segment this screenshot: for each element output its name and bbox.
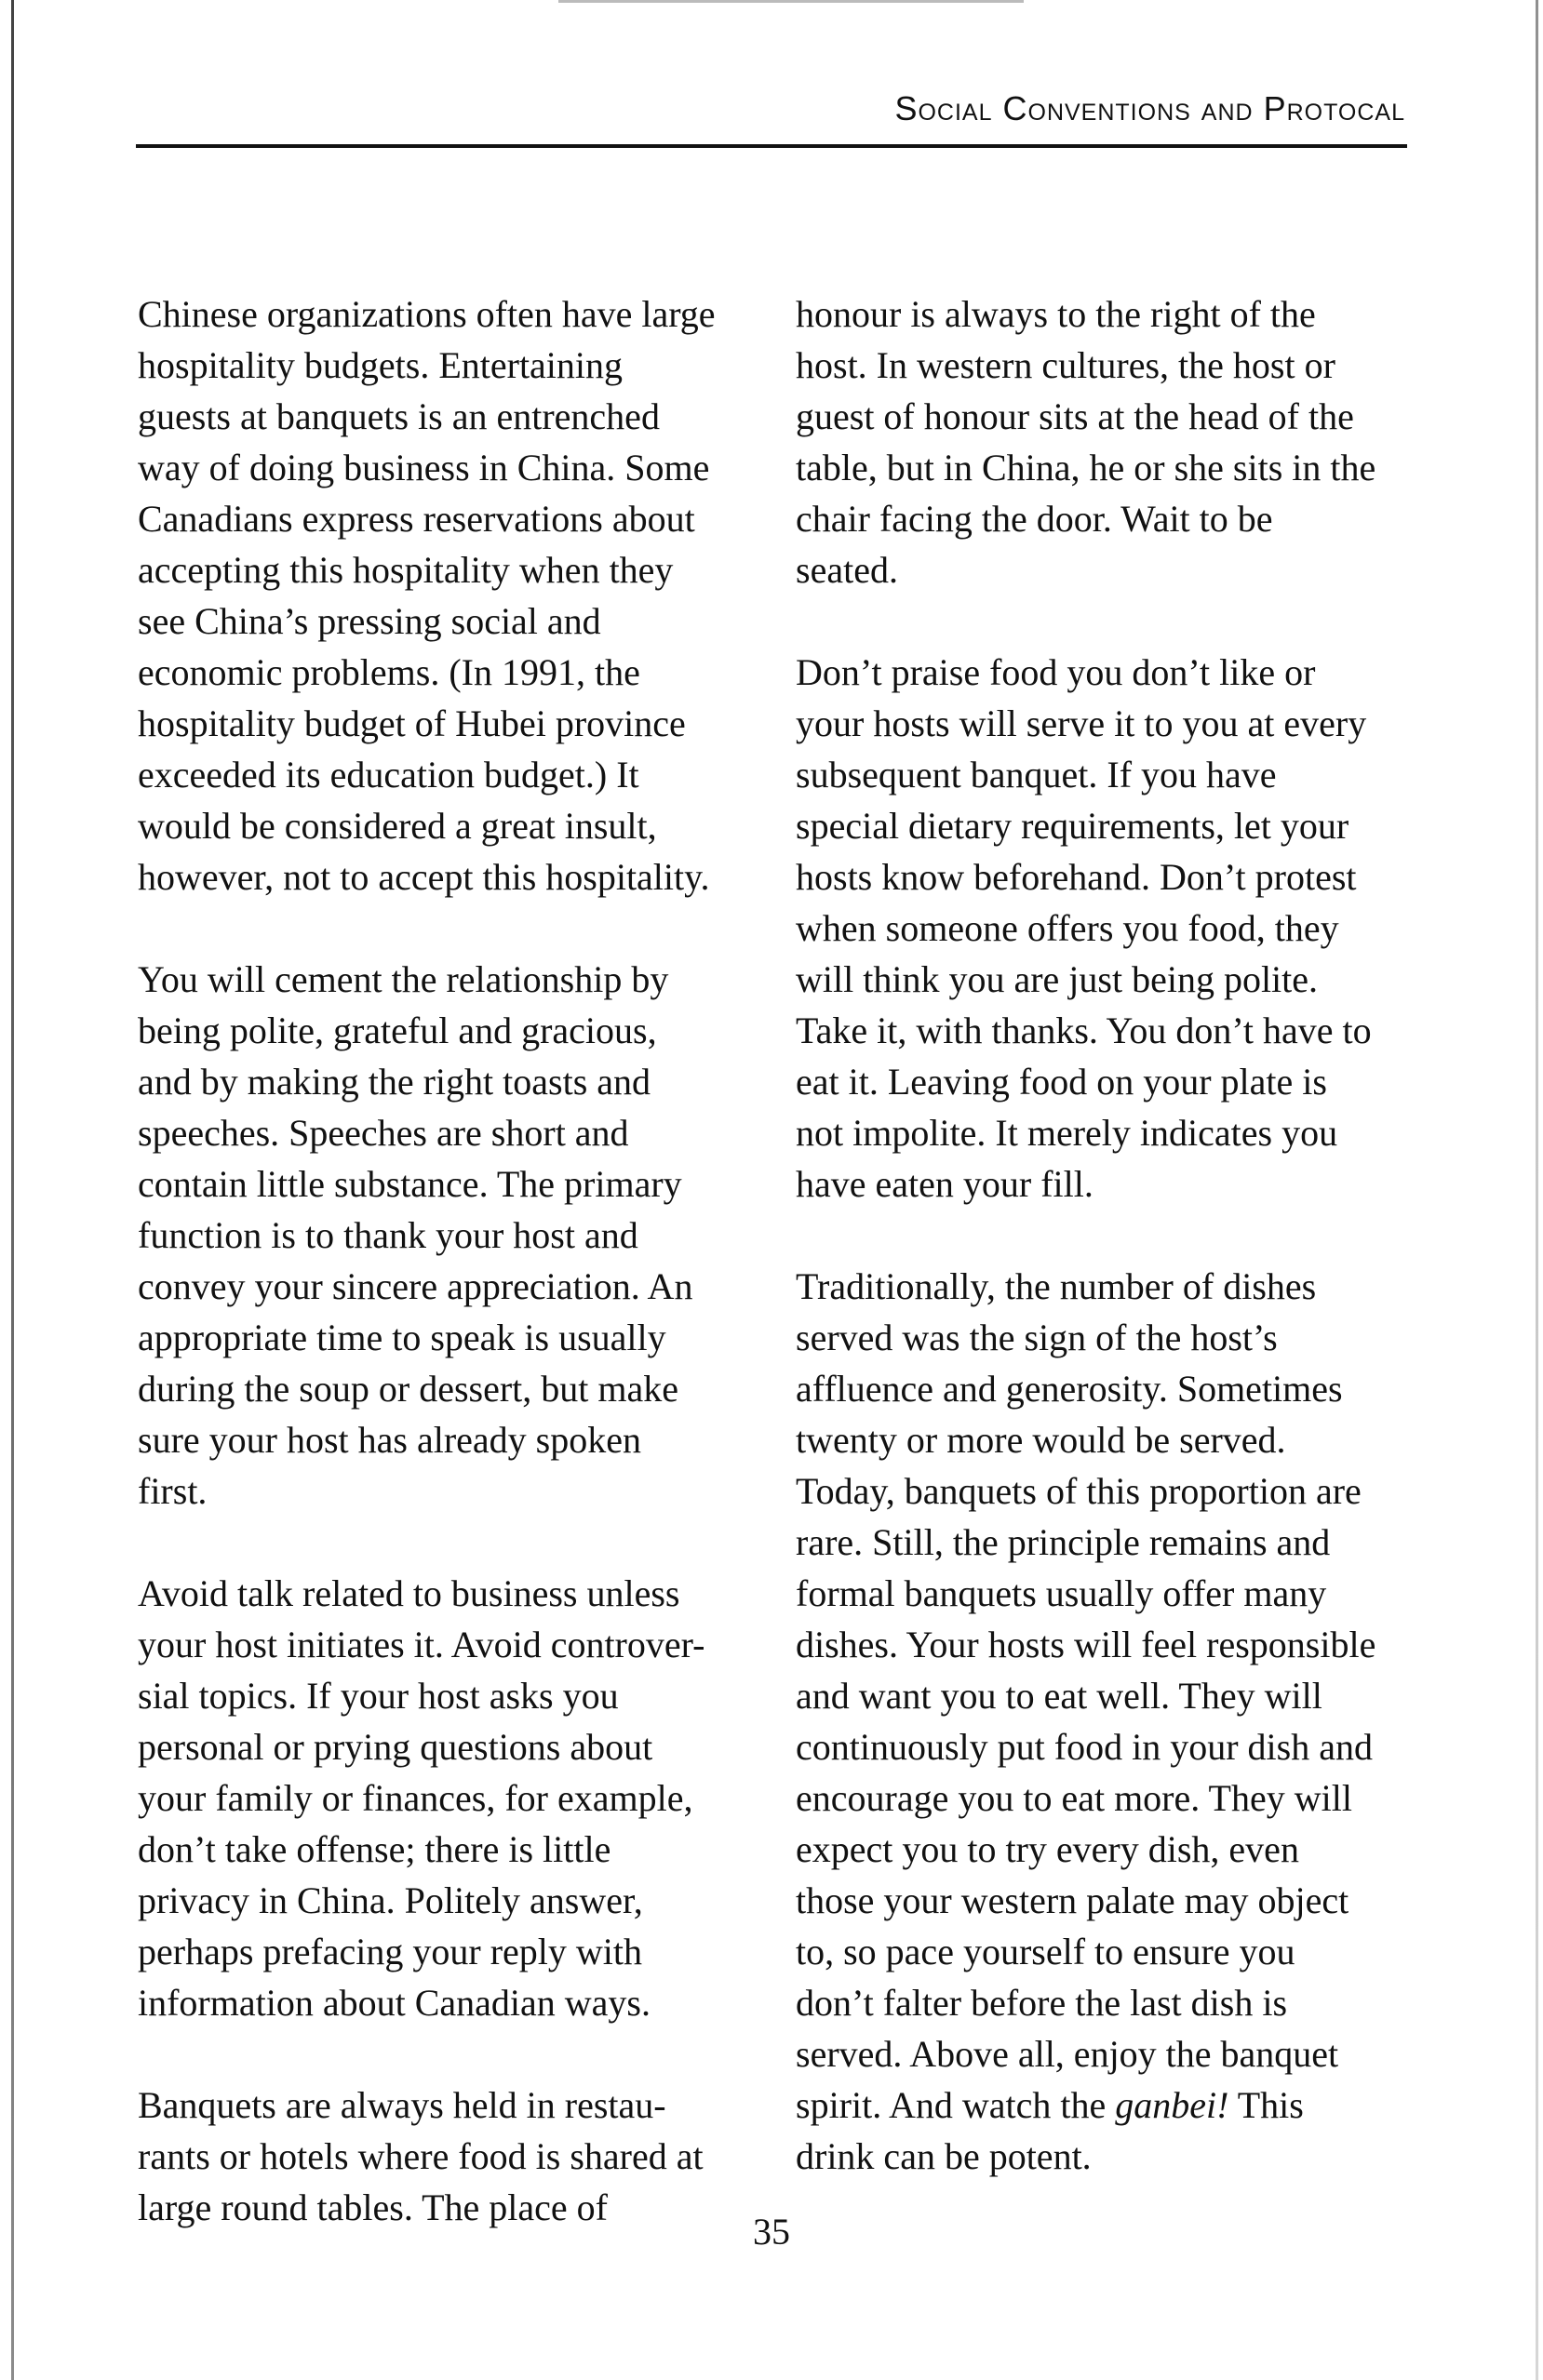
text-line: and by making the right toasts and bbox=[138, 1061, 651, 1103]
paragraph-cement-relationship bbox=[138, 954, 752, 1517]
text-line: don’t take offense; there is little bbox=[138, 1828, 611, 1870]
text-fragment: spirit. And watch the bbox=[796, 2084, 1116, 2126]
text-line: Today, banquets of this proportion are bbox=[796, 1470, 1362, 1512]
text-line: to, so pace yourself to ensure you bbox=[796, 1931, 1295, 1972]
text-line: your hosts will serve it to you at every bbox=[796, 702, 1367, 744]
text-line: speeches. Speeches are short and bbox=[138, 1112, 629, 1154]
text-line: when someone offers you food, they bbox=[796, 907, 1339, 949]
text-line: chair facing the door. Wait to be bbox=[796, 498, 1273, 540]
text-line: see China’s pressing social and bbox=[138, 600, 601, 642]
paragraph-avoid-business-talk bbox=[138, 1568, 752, 2028]
running-head: Social Conventions and Protocal bbox=[894, 89, 1405, 127]
text-line: will think you are just being polite. bbox=[796, 958, 1319, 1000]
text-line: Traditionally, the number of dishes bbox=[796, 1265, 1317, 1307]
text-line: continuously put food in your dish and bbox=[796, 1726, 1373, 1768]
text-line: rare. Still, the principle remains and bbox=[796, 1521, 1331, 1563]
text-line: information about Canadian ways. bbox=[138, 1982, 651, 2024]
text-line: don’t falter before the last dish is bbox=[796, 1982, 1288, 2024]
text-line: sure your host has already spoken bbox=[138, 1419, 641, 1461]
scan-edge-left bbox=[11, 0, 14, 2380]
text-line: encourage you to eat more. They will bbox=[796, 1777, 1352, 1819]
text-line: Don’t praise food you don’t like or bbox=[796, 651, 1316, 693]
text-line: during the soup or dessert, but make bbox=[138, 1368, 678, 1410]
text-line: Canadians express reservations about bbox=[138, 498, 695, 540]
text-line: exceeded its education budget.) It bbox=[138, 754, 639, 796]
text-line: hospitality budget of Hubei province bbox=[138, 702, 686, 744]
text-line: special dietary requirements, let your bbox=[796, 805, 1349, 847]
text-line: rants or hotels where food is shared at bbox=[138, 2135, 704, 2177]
text-line: Take it, with thanks. You don’t have to bbox=[796, 1009, 1372, 1051]
text-line: hosts know beforehand. Don’t protest bbox=[796, 856, 1357, 898]
text-line: Banquets are always held in restau- bbox=[138, 2084, 666, 2126]
left-column bbox=[138, 288, 752, 2284]
text-line: host. In western cultures, the host or bbox=[796, 344, 1335, 386]
text-line: hospitality budgets. Entertaining bbox=[138, 344, 624, 386]
text-line: affluence and generosity. Sometimes bbox=[796, 1368, 1343, 1410]
text-line: have eaten your fill. bbox=[796, 1163, 1094, 1205]
text-line: seated. bbox=[796, 549, 898, 591]
text-line: expect you to try every dish, even bbox=[796, 1828, 1299, 1870]
paragraph-dont-praise-food bbox=[796, 647, 1429, 1210]
text-line: privacy in China. Politely answer, bbox=[138, 1879, 643, 1921]
text-line: contain little substance. The primary bbox=[138, 1163, 682, 1205]
text-line: guest of honour sits at the head of the bbox=[796, 395, 1354, 437]
text-line: eat it. Leaving food on your plate is bbox=[796, 1061, 1327, 1103]
header-rule bbox=[136, 144, 1407, 148]
text-line: served. Above all, enjoy the banquet bbox=[796, 2033, 1339, 2075]
text-line: being polite, grateful and gracious, bbox=[138, 1009, 657, 1051]
text-line: accepting this hospitality when they bbox=[138, 549, 674, 591]
text-line: those your western palate may object bbox=[796, 1879, 1349, 1921]
text-line: honour is always to the right of the bbox=[796, 293, 1316, 335]
text-line: not impolite. It merely indicates you bbox=[796, 1112, 1338, 1154]
text-line: first. bbox=[138, 1470, 208, 1512]
text-line: way of doing business in China. Some bbox=[138, 447, 710, 488]
text-line: perhaps prefacing your reply with bbox=[138, 1931, 643, 1972]
text-line: would be considered a great insult, bbox=[138, 805, 657, 847]
text-fragment: This bbox=[1228, 2084, 1304, 2126]
text-line: and want you to eat well. They will bbox=[796, 1675, 1322, 1717]
text-line: sial topics. If your host asks you bbox=[138, 1675, 619, 1717]
text-line: twenty or more would be served. bbox=[796, 1419, 1286, 1461]
emphasized-word-ganbei: ganbei! bbox=[1115, 2084, 1229, 2126]
scan-edge-top bbox=[558, 0, 1024, 3]
text-line: served was the sign of the host’s bbox=[796, 1317, 1278, 1358]
paragraph-number-of-dishes bbox=[796, 1261, 1429, 2182]
page-number: 35 bbox=[753, 2211, 790, 2253]
text-line-with-emphasis bbox=[796, 2079, 1429, 2131]
text-line: formal banquets usually offer many bbox=[796, 1572, 1327, 1614]
text-line: dishes. Your hosts will feel responsible bbox=[796, 1624, 1376, 1665]
text-line: your host initiates it. Avoid controver- bbox=[138, 1624, 705, 1665]
text-line: large round tables. The place of bbox=[138, 2186, 608, 2228]
text-line: Avoid talk related to business unless bbox=[138, 1572, 680, 1614]
text-line: economic problems. (In 1991, the bbox=[138, 651, 640, 693]
text-line: appropriate time to speak is usually bbox=[138, 1317, 666, 1358]
text-line: however, not to accept this hospitality. bbox=[138, 856, 710, 898]
text-line: drink can be potent. bbox=[796, 2135, 1092, 2177]
paragraph-seat-of-honour bbox=[796, 288, 1429, 595]
text-line: You will cement the relationship by bbox=[138, 958, 669, 1000]
text-line: table, but in China, he or she sits in the bbox=[796, 447, 1376, 488]
text-line: Chinese organizations often have large bbox=[138, 293, 716, 335]
paragraph-hospitality-budgets bbox=[138, 288, 752, 903]
scan-edge-right bbox=[1536, 0, 1538, 2380]
text-line: guests at banquets is an entrenched bbox=[138, 395, 660, 437]
text-line: convey your sincere appreciation. An bbox=[138, 1265, 693, 1307]
right-column bbox=[796, 288, 1429, 2233]
text-line: subsequent banquet. If you have bbox=[796, 754, 1277, 796]
text-line: personal or prying questions about bbox=[138, 1726, 653, 1768]
text-line: function is to thank your host and bbox=[138, 1214, 638, 1256]
text-line: your family or finances, for example, bbox=[138, 1777, 693, 1819]
